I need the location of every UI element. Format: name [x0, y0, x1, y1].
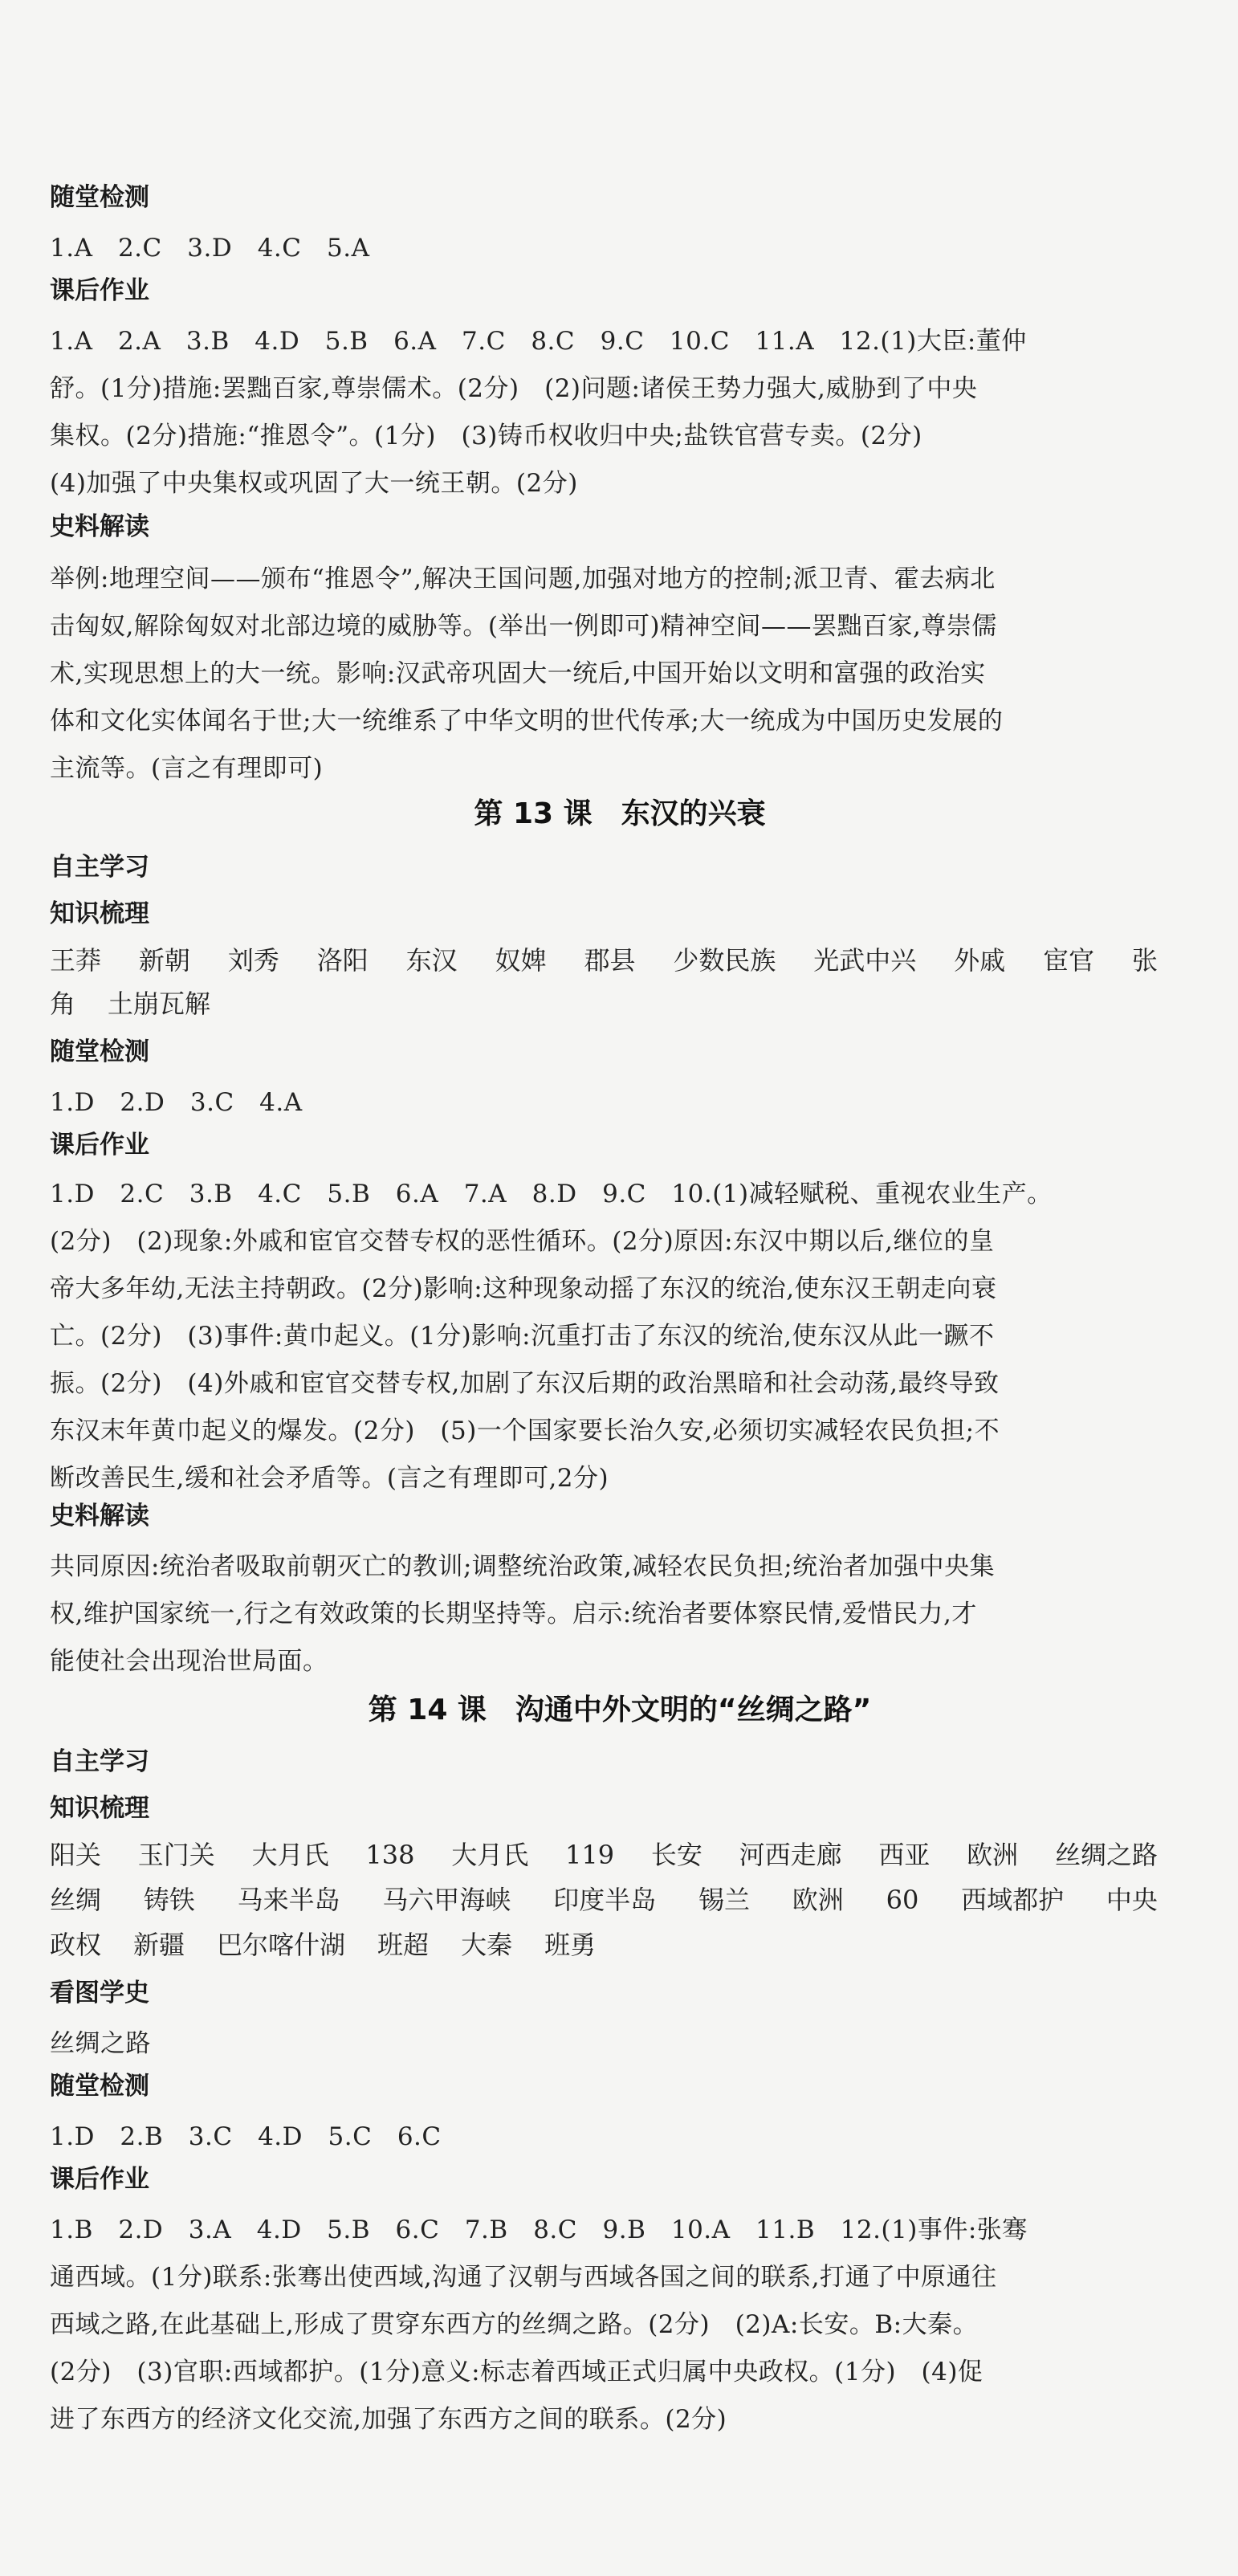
term-item: 东汉: [405, 945, 458, 976]
term-item: 新朝: [138, 945, 190, 976]
term-item: 60: [886, 1885, 919, 1915]
text-line: 东汉末年黄巾起义的爆发。(2分) (5)一个国家要长治久安,必须切实减轻农民负担;不: [50, 1416, 1000, 1445]
term-item: 洛阳: [316, 945, 369, 976]
text-line: 舒。(1分)措施:罢黜百家,尊崇儒术。(2分) (2)问题:诸侯王势力强大,威胁到了中央: [50, 374, 978, 403]
term-item: 长安: [650, 1840, 702, 1870]
lesson-13-title: 第 13 课 东汉的兴衰: [474, 797, 766, 830]
term-item: 新疆: [133, 1930, 185, 1960]
text-line: 1.B 2.D 3.A 4.D 5.B 6.C 7.B 8.C 9.B 10.A 11.B 12.(1)事件:张骞: [50, 2215, 1028, 2244]
text-line: 振。(2分) (4)外戚和宦官交替专权,加剧了东汉后期的政治黑暗和社会动荡,最终导致: [50, 1369, 1000, 1398]
term-item: 奴婢: [495, 945, 547, 976]
term-line: [50, 984, 242, 1023]
text-line: 进了东西方的经济文化交流,加强了东西方之间的联系。(2分): [50, 2405, 727, 2434]
source-block: [50, 556, 1162, 793]
term-item: 锡兰: [698, 1885, 750, 1915]
text-line: 断改善民生,缓和社会矛盾等。(言之有理即可,2分): [50, 1464, 609, 1493]
section-heading-knowledge: 知识梳理: [50, 1794, 149, 1823]
term-item: 丝绸之路: [1054, 1840, 1158, 1870]
section-heading-check: 随堂检测: [50, 183, 149, 212]
source-block: [50, 1543, 1162, 1685]
term-line: [50, 1926, 628, 1964]
section-heading-homework: 课后作业: [50, 2165, 149, 2194]
term-line: [50, 941, 1158, 980]
term-item: 班勇: [544, 1930, 597, 1960]
check-answers: 1.A 2.C 3.D 4.C 5.A: [50, 234, 370, 263]
term-item: 西亚: [878, 1840, 931, 1870]
section-heading-self-study: 自主学习: [50, 853, 149, 882]
term-item: 马来半岛: [237, 1885, 340, 1915]
map-answer-block: [50, 2020, 1162, 2068]
term-line: [50, 1881, 1158, 1919]
term-item: 刘秀: [227, 945, 279, 976]
term-item: 铸铁: [143, 1885, 195, 1915]
term-item: 119: [564, 1840, 615, 1870]
text-line: 1.D 2.C 3.B 4.C 5.B 6.A 7.A 8.D 9.C 10.(1)减轻赋税、重视农业生产。: [50, 1180, 1053, 1209]
term-item: 阳关: [50, 1840, 102, 1870]
text-line: 1.A 2.A 3.B 4.D 5.B 6.A 7.C 8.C 9.C 10.C 11.A 12.(1)大臣:董仲: [50, 327, 1027, 356]
answer-line: [50, 2113, 1162, 2161]
check-answers: 1.D 2.B 3.C 4.D 5.C 6.C: [50, 2122, 442, 2151]
answer-line: [50, 225, 1162, 272]
section-heading-check: 随堂检测: [50, 1037, 149, 1066]
term-item: 土崩瓦解: [108, 988, 211, 1019]
text-line: (4)加强了中央集权或巩固了大一统王朝。(2分): [50, 469, 578, 498]
section-heading-knowledge: 知识梳理: [50, 899, 149, 928]
term-item: 光武中兴: [813, 945, 917, 976]
answer-line: [50, 1079, 1162, 1127]
text-line: 亡。(2分) (3)事件:黄巾起义。(1分)影响:沉重打击了东汉的统治,使东汉从此一蹶不: [50, 1322, 995, 1351]
term-item: 玉门关: [137, 1840, 215, 1870]
term-item: 欧洲: [967, 1840, 1019, 1870]
term-item: 138: [365, 1840, 415, 1870]
text-line: 集权。(2分)措施:“推恩令”。(1分) (3)铸币权收归中央;盐铁官营专卖。(2分): [50, 422, 922, 450]
text-line: 体和文化实体闻名于世;大一统维系了中华文明的世代传承;大一统成为中国历史发展的: [50, 707, 1004, 736]
text-line: 共同原因:统治者吸取前朝灭亡的教训;调整统治政策,减轻农民负担;统治者加强中央集: [50, 1552, 996, 1581]
term-line: [50, 1836, 1158, 1874]
term-item: 大秦: [461, 1930, 513, 1960]
lesson-14-title: 第 14 课 沟通中外文明的“丝绸之路”: [368, 1694, 872, 1726]
term-item: 大月氏: [451, 1840, 529, 1870]
term-item: 王莽: [50, 945, 102, 976]
term-item: 河西走廊: [739, 1840, 842, 1870]
map-answer: 丝绸之路: [50, 2029, 151, 2058]
section-heading-self-study: 自主学习: [50, 1747, 149, 1776]
text-line: 通西域。(1分)联系:张骞出使西域,沟通了汉朝与西域各国之间的联系,打通了中原通往: [50, 2263, 997, 2292]
homework-block: [50, 2207, 1162, 2444]
text-line: 帝大多年幼,无法主持朝政。(2分)影响:这种现象动摇了东汉的统治,使东汉王朝走向衰: [50, 1274, 997, 1303]
section-heading-homework: 课后作业: [50, 1131, 149, 1160]
text-line: (2分) (3)官职:西域都护。(1分)意义:标志着西域正式归属中央政权。(1分) (4)促: [50, 2358, 983, 2386]
term-item: 张: [1131, 945, 1158, 976]
term-item: 政权: [50, 1930, 102, 1960]
term-item: 外戚: [954, 945, 1006, 976]
term-item: 宦官: [1043, 945, 1095, 976]
term-item: 大月氏: [251, 1840, 329, 1870]
text-line: 击匈奴,解除匈奴对北部边境的威胁等。(举出一例即可)精神空间——罢黜百家,尊崇儒: [50, 612, 997, 641]
section-heading-homework: 课后作业: [50, 276, 149, 305]
text-line: 权,维护国家统一,行之有效政策的长期坚持等。启示:统治者要体察民情,爱惜民力,才: [50, 1600, 977, 1628]
term-item: 欧洲: [792, 1885, 844, 1915]
term-item: 西域都护: [961, 1885, 1065, 1915]
text-line: 能使社会出现治世局面。: [50, 1647, 328, 1676]
homework-block: [50, 1171, 1162, 1502]
term-item: 马六甲海峡: [382, 1885, 511, 1915]
text-line: 西域之路,在此基础上,形成了贯穿东西方的丝绸之路。(2分) (2)A:长安。B:大秦。: [50, 2310, 979, 2339]
term-item: 少数民族: [673, 945, 776, 976]
section-heading-source: 史料解读: [50, 512, 149, 541]
text-line: 举例:地理空间——颁布“推恩令”,解决王国问题,加强对地方的控制;派卫青、霍去病北: [50, 565, 996, 593]
section-heading-source: 史料解读: [50, 1502, 149, 1531]
term-item: 郡县: [584, 945, 636, 976]
term-item: 中央: [1106, 1885, 1158, 1915]
section-heading-check: 随堂检测: [50, 2072, 149, 2101]
term-item: 班超: [377, 1930, 430, 1960]
text-line: 术,实现思想上的大一统。影响:汉武帝巩固大一统后,中国开始以文明和富强的政治实: [50, 659, 986, 688]
text-line: 主流等。(言之有理即可): [50, 754, 324, 783]
section-heading-map: 看图学史: [50, 1979, 149, 2007]
term-item: 巴尔喀什湖: [217, 1930, 346, 1960]
term-item: 印度半岛: [553, 1885, 657, 1915]
check-answers: 1.D 2.D 3.C 4.A: [50, 1088, 303, 1117]
text-line: (2分) (2)现象:外戚和宦官交替专权的恶性循环。(2分)原因:东汉中期以后,继位的皇: [50, 1227, 995, 1256]
homework-block: [50, 318, 1162, 507]
term-item: 角: [50, 988, 76, 1019]
term-item: 丝绸: [50, 1885, 102, 1915]
